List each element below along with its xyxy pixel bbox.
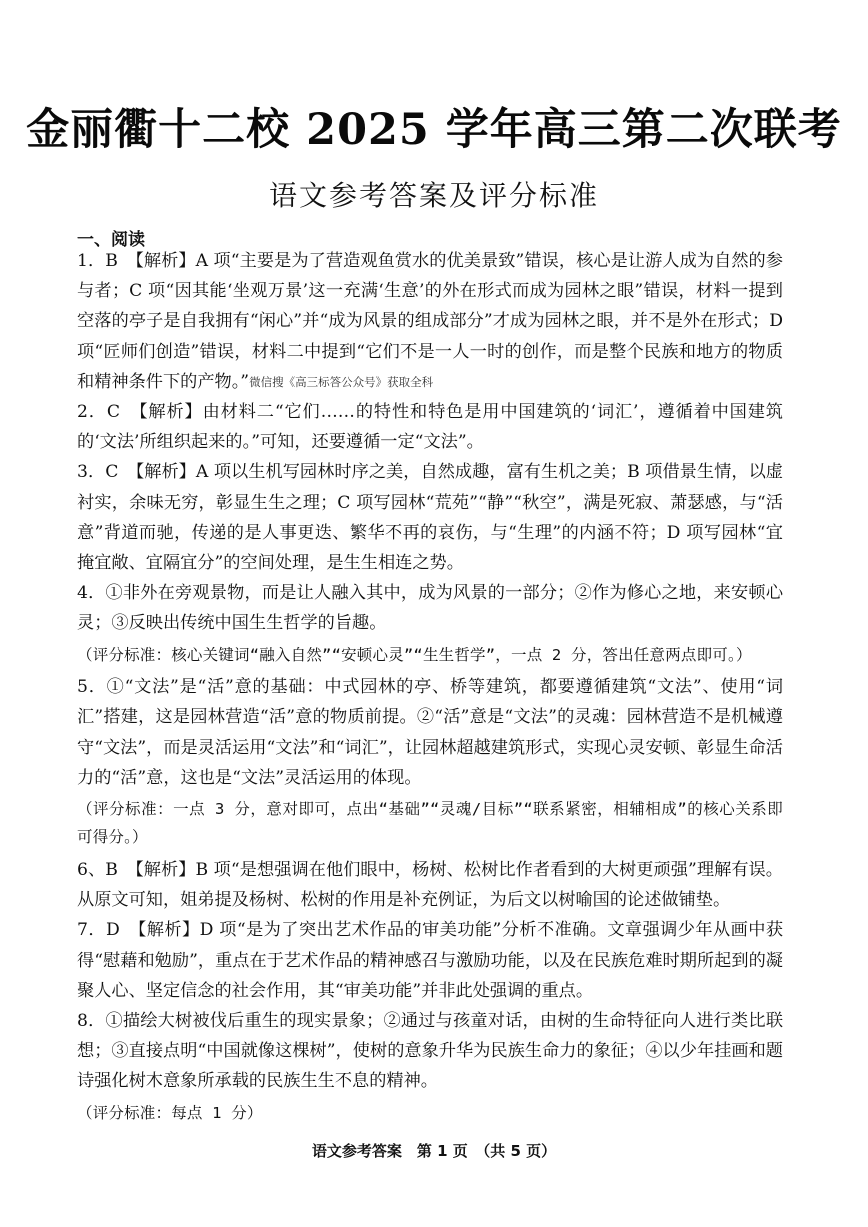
answer-text: A 项“主要是为了营造观鱼赏水的优美景致”错误，核心是让游人成为自然的参与者；C 项“因其能‘坐观万景’这一充满‘生意’的外在形式而成为园林之眼”错误，材料一提到空落的亭子是自我拥有“闲心”并“成为风景的组成部分”才成为园林之眼，并不是外在形式；D 项“匠师们创造”错误，材料二中提到“它们不是一人一时的创作，而是整个民族和地方的物质和精神条件下的产物。” xyxy=(77,251,783,392)
analysis-tag: 【解析】 xyxy=(135,251,196,271)
answer-item-3 xyxy=(77,457,783,578)
scoring-note-4: （评分标准：核心关键词“融入自然”“安顿心灵”“生生哲学”，一点 2 分，答出任意两点即可。） xyxy=(77,645,752,664)
answer-text: 由材料二“它们……的特性和特色是用中国建筑的‘词汇’，遵循着中国建筑的‘文法’所组织起来的。”可知，还要遵循一定“文法”。 xyxy=(77,402,783,453)
answer-item-4 xyxy=(77,578,783,638)
analysis-tag: 【解析】 xyxy=(138,402,203,423)
answer-text: A 项以生机写园林时序之美，自然成趣，富有生机之美；B 项借景生情，以虚衬实，余味无穷，彰显生生之理；C 项写园林“荒苑”“静”“秋空”，满是死寂、萧瑟感，与“活意”背道而驰，传递的是人事更迭、繁华不再的哀伤，与“生理”的内涵不符；D 项写园林“宜掩宜敞、宜隔宜分”的空间处理，是生生相连之势。 xyxy=(77,462,783,574)
answer-item-2 xyxy=(77,397,783,457)
answer-number: 3．C xyxy=(77,462,119,483)
answer-text: D 项“是为了突出艺术作品的审美功能”分析不准确。文章强调少年从画中获得“慰藉和勉励”，重点在于艺术作品的精神感召与激励功能，以及在民族危难时期所起到的凝聚人心、坚定信念的社会作用，其“审美功能”并非此处强调的重点。 xyxy=(77,920,784,1001)
answer-body xyxy=(77,246,783,1130)
answer-item-5 xyxy=(77,672,783,793)
document-subtitle: 语文参考答案及评分标准 xyxy=(268,179,599,212)
analysis-tag: 【解析】 xyxy=(137,920,200,941)
answer-text: ①“文法”是“活”意的基础：中式园林的亭、桥等建筑，都要遵循建筑“文法”、使用“词汇”搭建，这是园林营造“活”意的物质前提。②“活”意是“文法”的灵魂：园林营造不是机械遵守“文法”，而是灵活运用“文法”和“词汇”，让园林超越建筑形式，实现心灵安顿、彰显生命活力的“活”意，这也是“文法”灵活运用的体现。 xyxy=(77,677,784,788)
answer-item-6 xyxy=(77,855,783,915)
exam-title: 金丽衢十二校 2025 学年高三第二次联考 xyxy=(26,105,842,155)
answer-item-8 xyxy=(77,1006,783,1097)
analysis-tag: 【解析】 xyxy=(135,462,196,483)
answer-text: B 项“是想强调在他们眼中，杨树、松树比作者看到的大树更顽强”理解有误。从原文可知，姐弟提及杨树、松树的作用是补充例证，为后文以树喻国的论述做铺垫。 xyxy=(77,859,783,911)
analysis-tag: 【解析】 xyxy=(135,859,196,880)
answer-number: 6、B xyxy=(77,859,118,880)
answer-item-7 xyxy=(77,915,783,1006)
answer-number: 7．D xyxy=(77,920,120,941)
answer-number: 5． xyxy=(77,677,107,698)
answer-number: 8． xyxy=(77,1010,106,1031)
answer-number: 1．B xyxy=(77,251,118,271)
answer-text: ①非外在旁观景物，而是让人融入其中，成为风景的一部分；②作为修心之地，来安顿心灵；③反映出传统中国生生哲学的旨趣。 xyxy=(77,583,784,634)
watermark-text: 微信搜《高三标答公众号》获取全科 xyxy=(249,374,434,389)
answer-item-1 xyxy=(77,246,783,397)
section-heading: 一、阅读 xyxy=(77,230,145,250)
page-footer: 语文参考答案 第 1 页 （共 5 页） xyxy=(311,1142,557,1160)
scoring-note-5: （评分标准：一点 3 分，意对即可，点出“基础”“灵魂/目标”“联系紧密，相辅相成”的核心关系即可得分。） xyxy=(77,799,783,847)
answer-number: 2．C xyxy=(77,402,121,423)
scoring-note-8: （评分标准：每点 1 分） xyxy=(77,1103,263,1122)
answer-number: 4． xyxy=(77,583,106,604)
answer-text: ①描绘大树被伐后重生的现实景象；②通过与孩童对话，由树的生命特征向人进行类比联想；③直接点明“中国就像这棵树”，使树的意象升华为民族生命力的象征；④以少年挂画和题诗强化树木意象所承载的民族生生不息的精神。 xyxy=(77,1010,784,1092)
